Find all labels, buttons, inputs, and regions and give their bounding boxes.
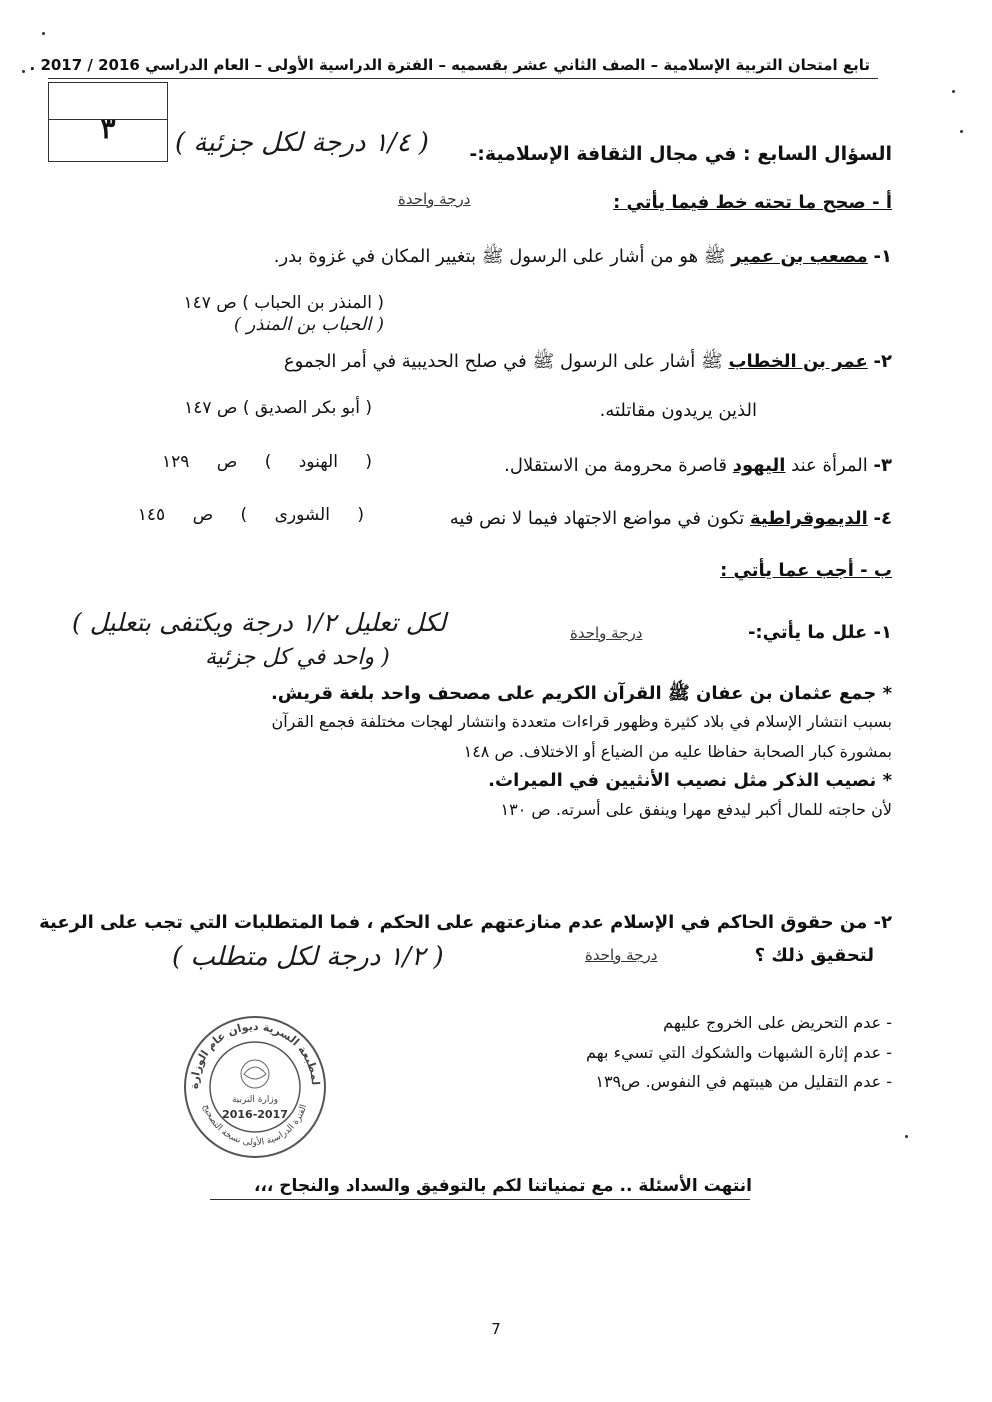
handwritten-q1-note-1: ( لكل تعليل ١/٢ درجة ويكتفى بتعليل bbox=[72, 608, 447, 637]
part-b-q2-answer-2: - عدم إثارة الشبهات والشكوك التي تسيء بهم bbox=[586, 1043, 892, 1062]
part-b-q1-sub1-answer-2: بمشورة كبار الصحابة حفاظا عليه من الضياع أو الاختلاف. ص ١٤٨ bbox=[463, 742, 892, 761]
part-b-q1-sub1-prompt: * جمع عثمان بن عفان ﷺ القرآن الكريم على مصحف واحد بلغة قريش. bbox=[270, 683, 892, 704]
stamp-outer-text: لمطبعة السرية ديوان عام الوزارة bbox=[187, 1019, 322, 1090]
handwritten-answer-1: ( الحباب بن المنذر ) bbox=[233, 314, 384, 335]
part-a-grade: درجة واحدة bbox=[398, 190, 471, 208]
closing-underline bbox=[210, 1199, 750, 1200]
exam-header: تابع امتحان التربية الإسلامية – الصف الثاني عشر بقسميه – الفترة الدراسية الأولى – العام الدراسي 2016 / 2017 . bbox=[29, 56, 870, 74]
part-a-item-4: ٤- الديموقراطية تكون في مواضع الاجتهاد فيما لا نص فيه bbox=[449, 508, 892, 529]
part-b-q1-sub1-answer-1: بسبب انتشار الإسلام في بلاد كثيرة وظهور قراءات متعددة وانتشار لهجات مختلفة فجمع القرآن bbox=[271, 712, 892, 731]
part-b-q2-line1: ٢- من حقوق الحاكم في الإسلام عدم منازعتهم على الحكم ، فما المتطلبات التي تجب على الرعية bbox=[39, 912, 892, 933]
question-title: السؤال السابع : في مجال الثقافة الإسلامية:- bbox=[469, 143, 892, 165]
underlined-term: عمر بن الخطاب bbox=[728, 351, 868, 372]
part-a-answer-1: ( المنذر بن الحباب ) ص ١٤٧ bbox=[183, 293, 384, 313]
part-b-q1-sub2-prompt: * نصيب الذكر مثل نصيب الأنثيين في الميراث. bbox=[488, 770, 892, 791]
scan-speck bbox=[905, 1135, 908, 1138]
underlined-term: الديموقراطية bbox=[749, 508, 868, 529]
scan-speck bbox=[42, 32, 45, 35]
closing-line: انتهت الأسئلة .. مع تمنياتنا لكم بالتوفيق والسداد والنجاح ،،، bbox=[254, 1176, 752, 1196]
part-b-q2-line2: لتحقيق ذلك ؟ bbox=[754, 945, 874, 966]
score-value: ٣ bbox=[100, 112, 116, 145]
scan-speck bbox=[960, 130, 963, 133]
part-b-q1-grade: درجة واحدة bbox=[570, 624, 643, 642]
official-stamp bbox=[180, 1012, 330, 1162]
handwritten-q2-note: ( ١/٢ درجة لكل متطلب ) bbox=[172, 942, 444, 972]
part-b-q2-answer-3: - عدم التقليل من هيبتهم في النفوس. ص١٣٩ bbox=[595, 1072, 892, 1091]
part-b-q2-answer-1: - عدم التحريض على الخروج عليهم bbox=[663, 1013, 892, 1032]
part-a-answer-4: ( الشورى ) ص ١٤٥ bbox=[137, 505, 364, 525]
part-a-item-2: ٢- عمر بن الخطاب ﷺ أشار على الرسول ﷺ في صلح الحديبية في أمر الجموع bbox=[283, 351, 892, 372]
part-a-label: أ - صحح ما تحته خط فيما يأتي : bbox=[613, 192, 892, 213]
handwritten-grade-note: ( ١/٤ درجة لكل جزئية ) bbox=[175, 128, 429, 158]
scan-speck bbox=[22, 70, 25, 73]
page-number: 7 bbox=[491, 1320, 501, 1338]
underlined-term: مصعب بن عمير bbox=[731, 246, 868, 267]
part-a-item-1: ١- مصعب بن عمير ﷺ هو من أشار على الرسول ﷺ بتغيير المكان في غزوة بدر. bbox=[273, 246, 892, 267]
handwritten-q1-note-2: واحد في كل جزئية ) bbox=[205, 645, 390, 670]
part-a-answer-3: ( الهنود ) ص ١٢٩ bbox=[161, 452, 372, 472]
stamp-outer-text-2: الفترة الدراسية الأولى نسخة التصحيح bbox=[200, 1103, 310, 1149]
svg-text:المطبعة السرية ديوان عام الوزا bbox=[180, 1012, 322, 1089]
header-rule bbox=[48, 78, 878, 79]
part-b-q2-grade: درجة واحدة bbox=[585, 946, 658, 964]
part-b-q1-label: ١- علل ما يأتي:- bbox=[747, 622, 892, 643]
scan-speck bbox=[952, 90, 955, 93]
part-b-q1-sub2-answer: لأن حاجته للمال أكبر ليدفع مهرا وينفق على أسرته. ص ١٣٠ bbox=[500, 800, 892, 819]
part-b-label: ب - أجب عما يأتي : bbox=[720, 560, 892, 581]
stamp-year: 2016-2017 bbox=[222, 1108, 288, 1121]
part-a-item-3: ٣- المرأة عند اليهود قاصرة محرومة من الاستقلال. bbox=[504, 455, 892, 476]
underlined-term: اليهود bbox=[732, 455, 786, 476]
stamp-seal-icon bbox=[180, 1012, 330, 1162]
part-a-answer-2: ( أبو بكر الصديق ) ص ١٤٧ bbox=[184, 398, 372, 418]
part-a-item-2-cont: الذين يريدون مقاتلته. bbox=[599, 400, 757, 421]
stamp-center-text: وزارة التربية bbox=[231, 1095, 279, 1105]
